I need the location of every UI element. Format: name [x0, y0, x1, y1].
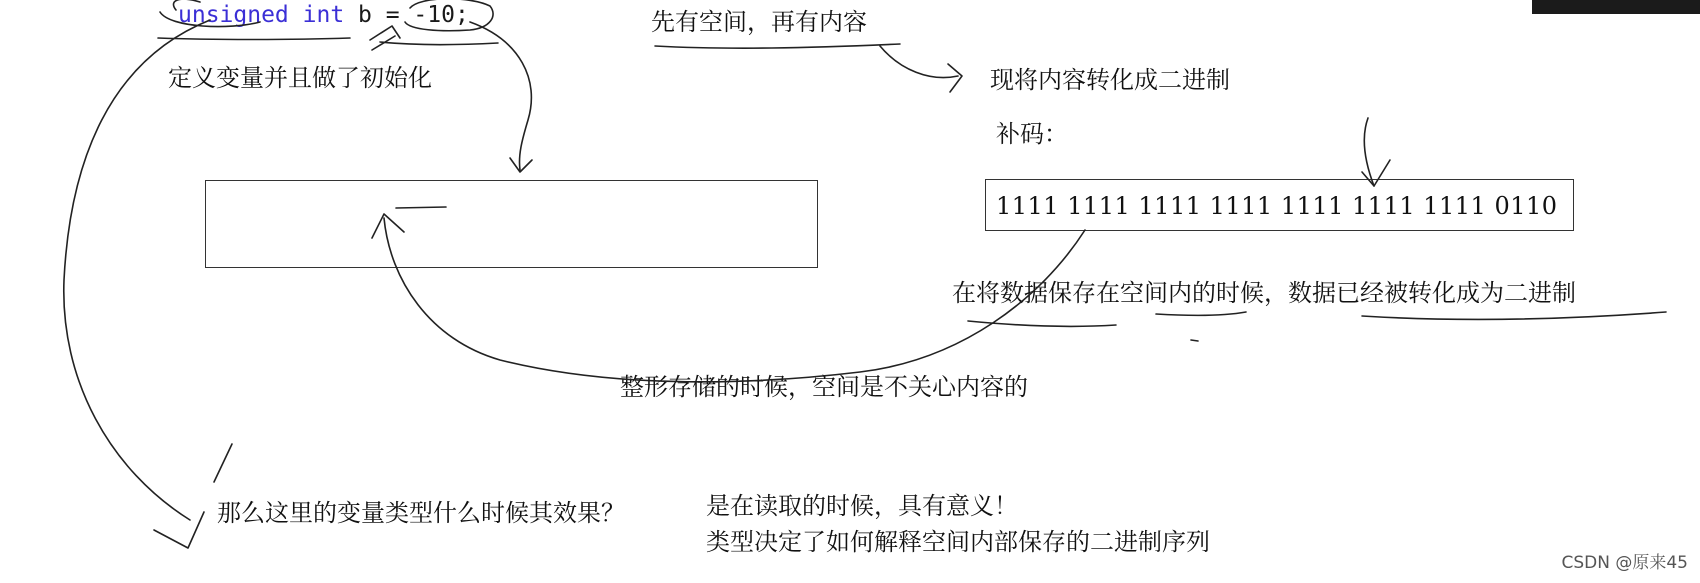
note-answer-2: 类型决定了如何解释空间内部保存的二进制序列: [706, 528, 1210, 556]
arrow-to-binary-head: [948, 64, 962, 92]
tick-stroke: [214, 444, 232, 482]
arrow-code-to-box: [470, 22, 531, 170]
note-space-first: 先有空间，再有内容: [651, 8, 867, 36]
arrow-code-to-box-head: [510, 158, 532, 172]
note-saved-binary: 在将数据保存在空间内的时候，数据已经被转化成为二进制: [952, 279, 1576, 307]
code-underline-stroke: [158, 38, 350, 40]
code-underline-stroke-2: [380, 42, 498, 45]
binary-value: 1111 1111 1111 1111 1111 1111 1111 0110: [996, 192, 1558, 220]
arrow-to-binary: [880, 46, 958, 78]
code-rest: b = -10;: [344, 2, 469, 28]
arrow-code-to-question-head: [154, 512, 204, 548]
note-define-init: 定义变量并且做了初始化: [168, 64, 432, 92]
memory-space-box: [205, 180, 818, 268]
code-scribble-stroke: [370, 26, 400, 50]
dark-corner-bar: [1532, 0, 1700, 14]
note-space-indifferent: 整形存储的时候，空间是不关心内容的: [620, 373, 1028, 401]
note-answer-1: 是在读取的时候，具有意义！: [706, 492, 1018, 520]
arrow-code-to-question: [64, 20, 210, 520]
note-complement-label: 补码：: [996, 120, 1068, 148]
binary-content-box: [985, 179, 1574, 231]
small-mark: [1191, 340, 1198, 341]
underline-saved-2: [1156, 312, 1246, 315]
code-keyword-unsigned: unsigned: [178, 2, 289, 28]
arrow-down-to-binary: [1364, 118, 1374, 186]
code-keyword-int: int: [302, 2, 345, 28]
note-to-binary: 现将内容转化成二进制: [990, 66, 1230, 94]
csdn-watermark: CSDN @原来45: [1561, 553, 1688, 573]
underline-saved-1: [968, 321, 1116, 326]
underline-space-first: [655, 44, 900, 48]
code-declaration: [178, 2, 469, 28]
underline-saved-3: [1362, 312, 1666, 319]
note-question: 那么这里的变量类型什么时候其效果？: [217, 499, 625, 527]
